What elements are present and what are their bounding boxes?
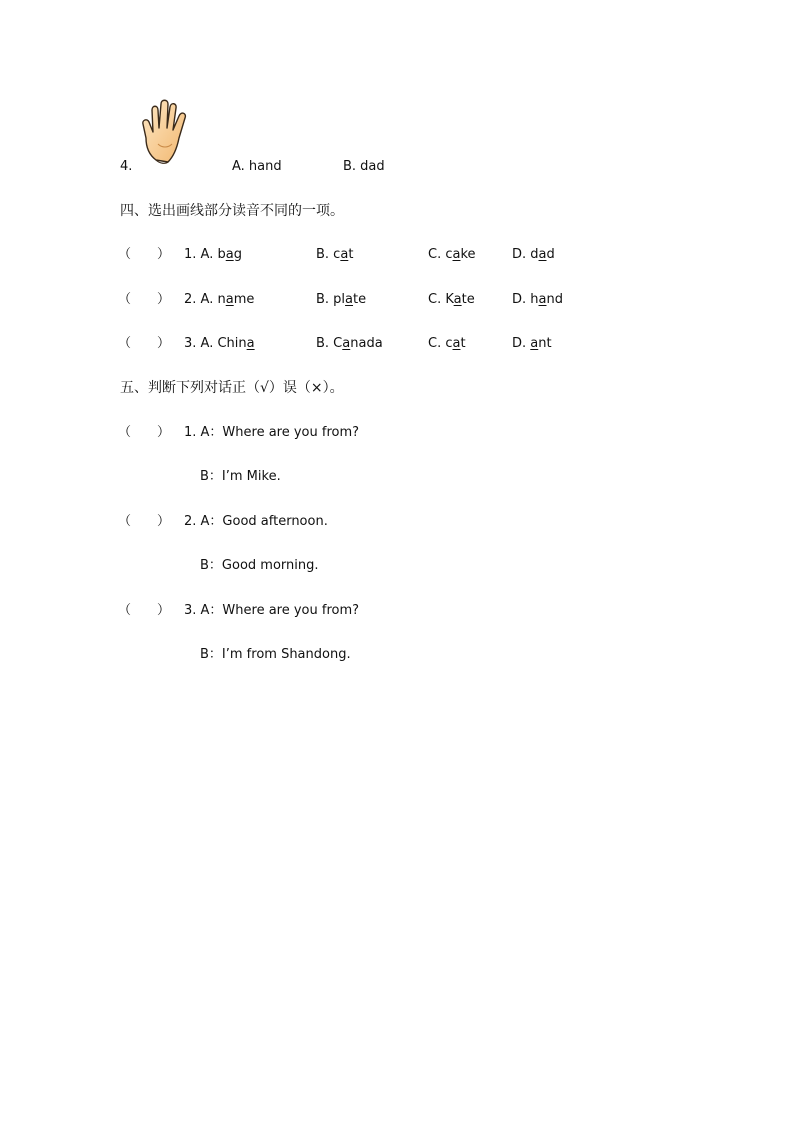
q4-number: 4. (120, 159, 133, 174)
answer-blank[interactable]: （ ） (118, 247, 171, 262)
answer-blank[interactable]: （ ） (118, 603, 171, 618)
answer-blank[interactable]: （ ） (118, 292, 171, 307)
option-text: B. Canada (316, 336, 383, 351)
dialogue-a-line: 1. A：Where are you from? (184, 425, 360, 440)
section5-title: 五、判断下列对话正（√）误（×）。 (120, 380, 344, 396)
answer-blank[interactable]: （ ） (118, 425, 171, 440)
q4-option-b: B. dad (343, 159, 385, 174)
option-text: 1. A. bag (184, 247, 242, 262)
section4-title: 四、选出画线部分读音不同的一项。 (120, 203, 344, 219)
option-text: 2. A. name (184, 292, 255, 307)
dialogue-a-line: 3. A：Where are you from? (184, 603, 360, 618)
dialogue-b-line: B：I’m from Shandong. (200, 647, 351, 662)
option-text: C. Kate (428, 292, 475, 307)
answer-blank[interactable]: （ ） (118, 336, 171, 351)
hand-picture-icon (138, 98, 196, 166)
option-text: D. ant (512, 336, 552, 351)
dialogue-b-line: B：Good morning. (200, 558, 319, 573)
dialogue-a-line: 2. A：Good afternoon. (184, 514, 328, 529)
option-text: C. cat (428, 336, 466, 351)
option-text: B. cat (316, 247, 354, 262)
option-text: B. plate (316, 292, 367, 307)
option-text: D. dad (512, 247, 555, 262)
dialogue-b-line: B：I’m Mike. (200, 469, 281, 484)
option-text: D. hand (512, 292, 563, 307)
option-text: 3. A. China (184, 336, 255, 351)
q4-option-a: A. hand (232, 159, 282, 174)
option-text: C. cake (428, 247, 476, 262)
answer-blank[interactable]: （ ） (118, 514, 171, 529)
